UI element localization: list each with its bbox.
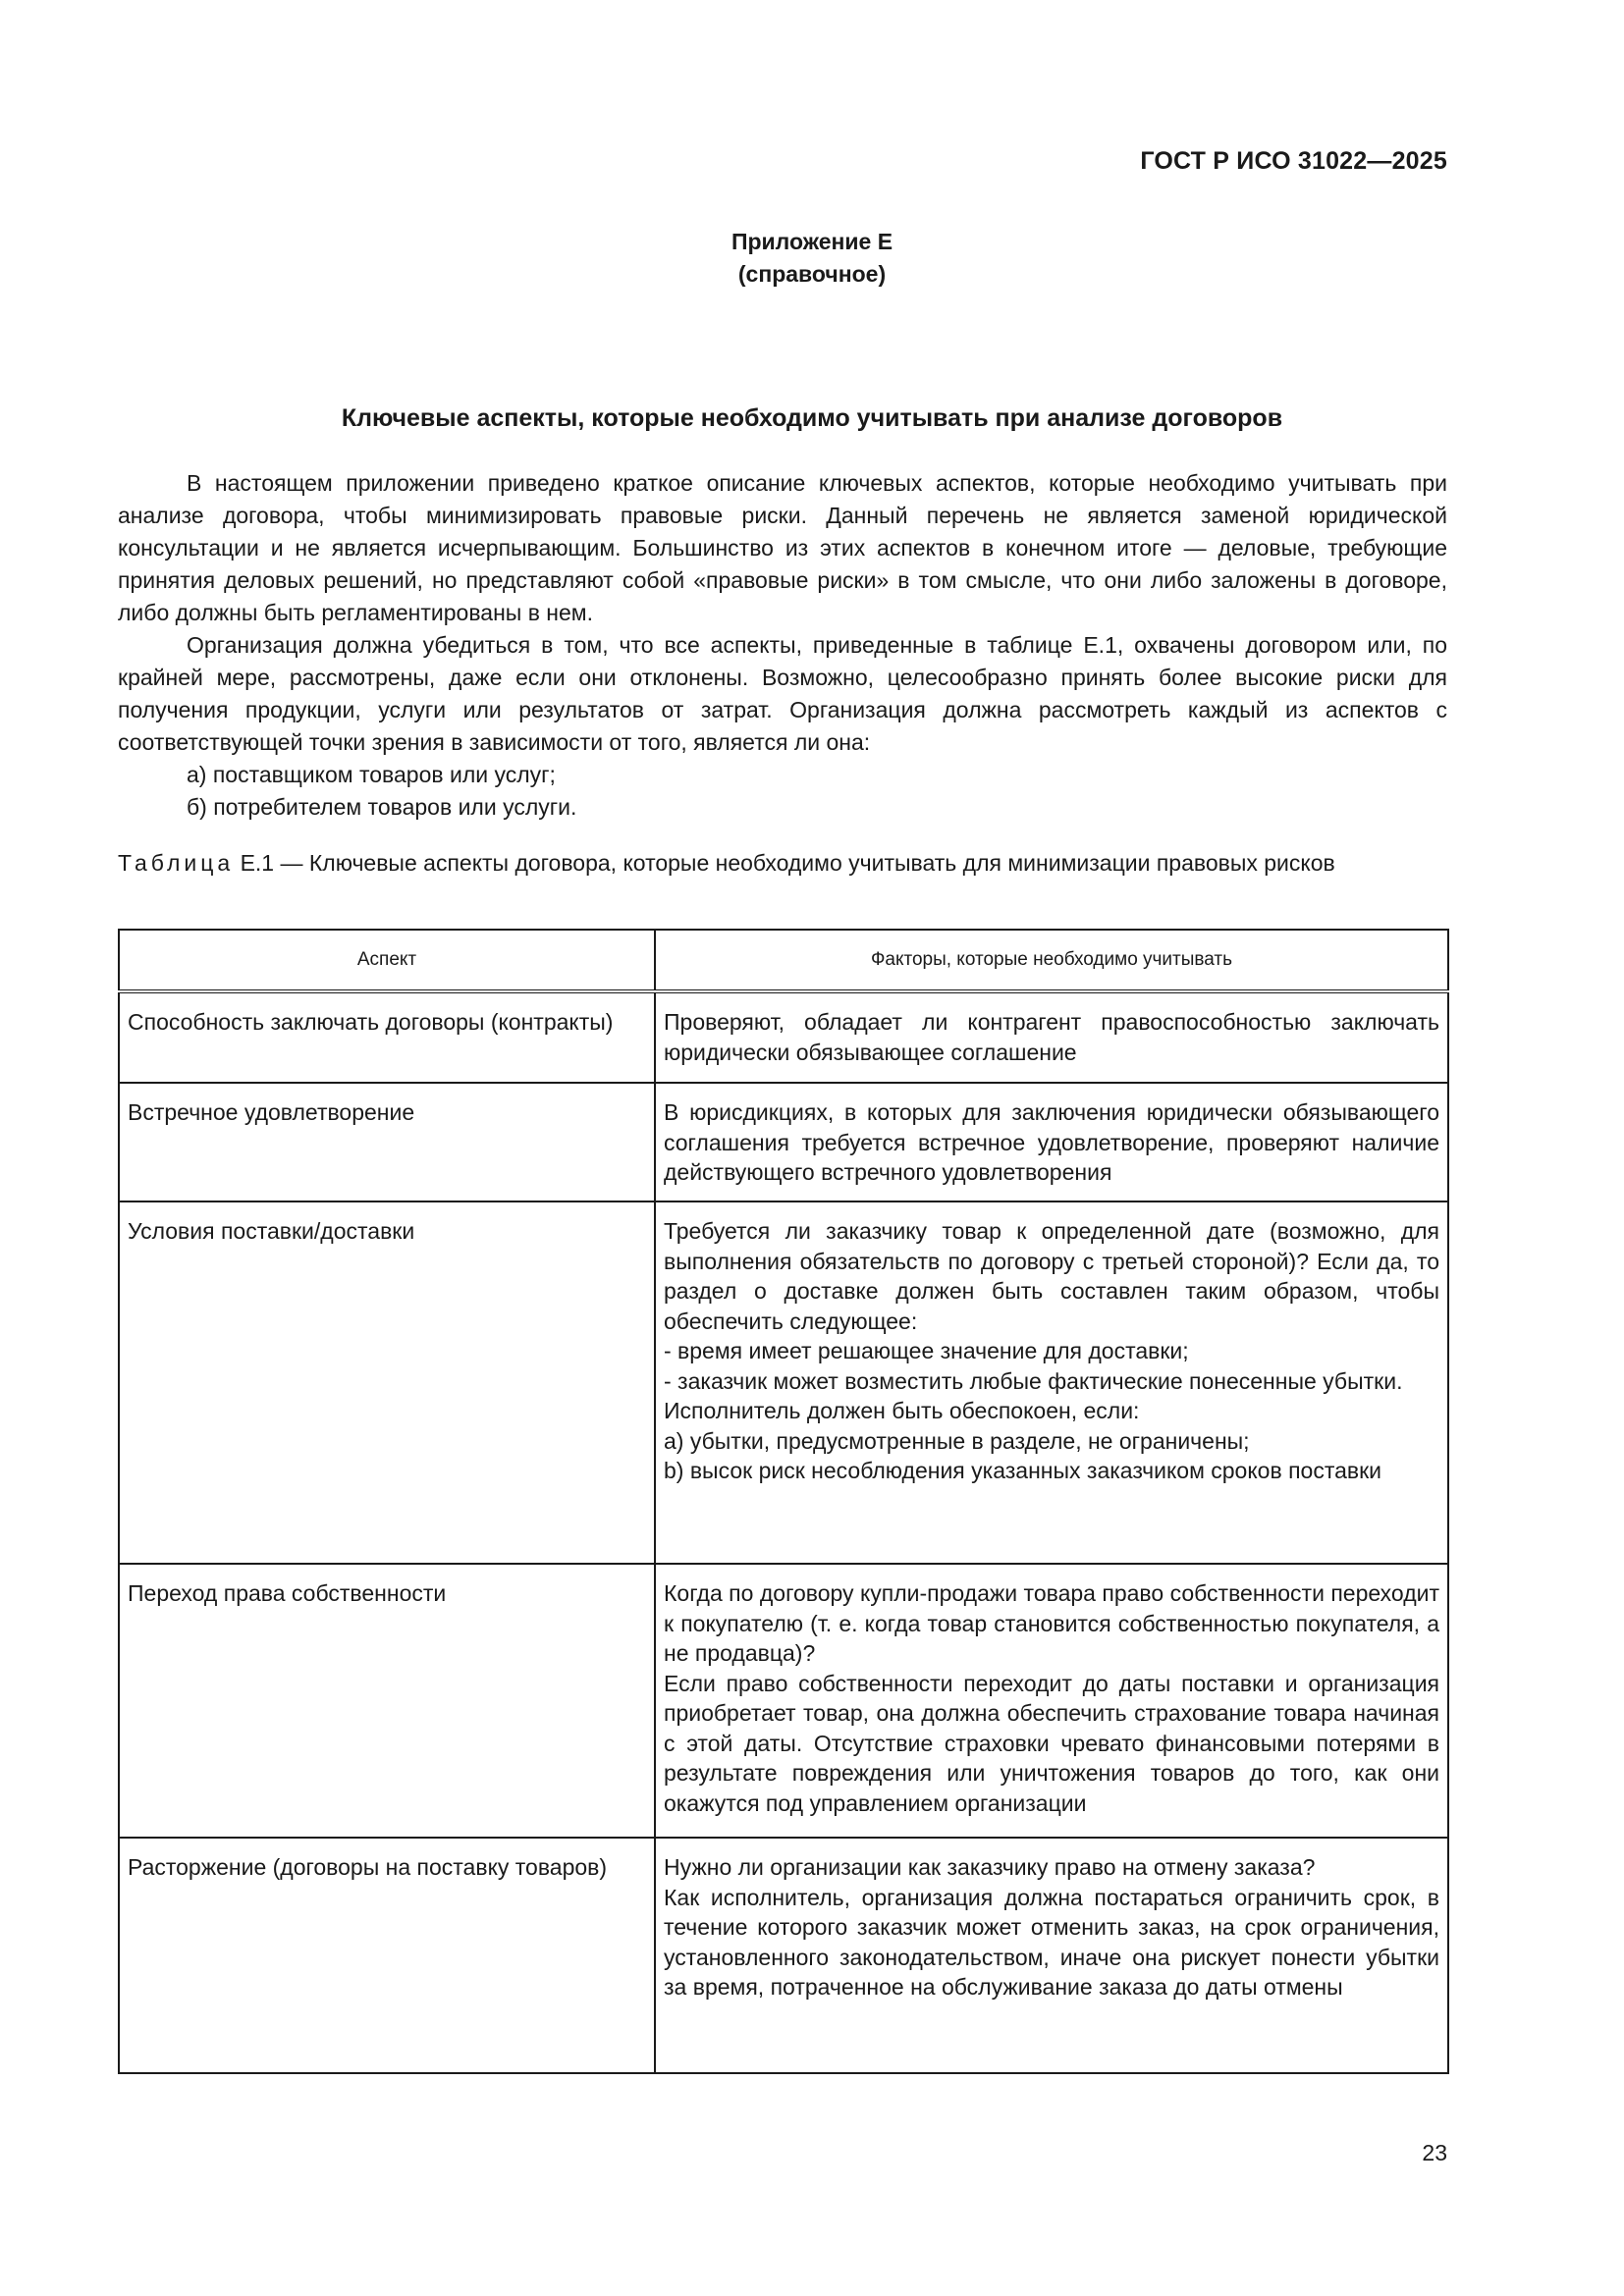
- factor-line: Если право собственности переходит до даты поставки и организация приобретает товар, она должна обеспечить страхование товара начиная с этой даты. Отсутствие страховки чревато финансовыми потерями в результате повреждения или уничтожения товаров до того, как они окажутся под управлением организации: [664, 1670, 1439, 1816]
- table-caption-text: Е.1 — Ключевые аспекты договора, которые необходимо учитывать для минимизации правовых рисков: [240, 850, 1335, 876]
- paragraph: В настоящем приложении приведено краткое описание ключевых аспектов, которые необходимо учитывать при анализе договора, чтобы минимизировать правовые риски. Данный перечень не является заменой юридической консультации и не является исчерпывающим. Большинство из этих аспектов в конечном итоге — деловые, требующие принятия деловых решений, но представляют собой «правовые риски» в том смысле, что они либо заложены в договоре, либо должны быть регламентированы в нем.: [118, 470, 1447, 625]
- table-row: [119, 1838, 1448, 2073]
- factor-line: Когда по договору купли-продажи товара право собственности переходит к покупателю (т. е. когда товар становится собственностью покупателя, а не продавца)?: [664, 1580, 1439, 1666]
- annex-type: (справочное): [737, 261, 887, 287]
- list-item: а) поставщиком товаров или услуг;: [187, 762, 556, 787]
- table-header-row: [119, 930, 1448, 991]
- factor-line: В юрисдикциях, в которых для заключения юридически обязывающего соглашения требуется встречное удовлетворение, проверяют наличие действующего встречного удовлетворения: [664, 1099, 1439, 1185]
- table-caption: [118, 848, 1447, 878]
- section-heading: Ключевые аспекты, которые необходимо учитывать при анализе договоров: [341, 404, 1283, 432]
- factor-line: Как исполнитель, организация должна постараться ограничить срок, в течение которого заказчик может отменить заказ, на срок ограничения, установленного законодательством, иначе она рискует понести убытки за время, потраченное на обслуживание заказа до даты отмены: [664, 1884, 1439, 2000]
- page-number: 23: [1422, 2140, 1447, 2165]
- key-aspects-table: [118, 929, 1449, 2074]
- list-item: б) потребителем товаров или услуги.: [187, 794, 577, 820]
- header-aspect: Аспект: [119, 930, 655, 991]
- factor-line: a) убытки, предусмотренные в разделе, не ограничены;: [664, 1427, 1250, 1454]
- aspect-cell: Встречное удовлетворение: [119, 1083, 655, 1201]
- factor-line: Исполнитель должен быть обеспокоен, если:: [664, 1398, 1140, 1423]
- standard-designation: ГОСТ Р ИСО 31022—2025: [1140, 147, 1447, 175]
- header-factors: Факторы, которые необходимо учитывать: [655, 930, 1448, 991]
- factor-line: Проверяют, обладает ли контрагент правоспособностью заключать юридически обязывающее соглашение: [664, 1009, 1439, 1065]
- table-row: [119, 1201, 1448, 1564]
- factor-line: Требуется ли заказчику товар к определенной дате (возможно, для выполнения обязательств по договору с третьей стороной)? Если да, то раздел о доставке должен быть составлен таким образом, чтобы обеспечить следующее:: [664, 1218, 1439, 1334]
- body-text: [118, 467, 1447, 824]
- table-caption-label: Таблица: [118, 850, 235, 876]
- aspect-cell: Расторжение (договоры на поставку товаров): [119, 1838, 655, 2073]
- annex-title: Приложение Е: [731, 229, 893, 254]
- paragraph: Организация должна убедиться в том, что все аспекты, приведенные в таблице Е.1, охвачены договором или, по крайней мере, рассмотрены, даже если они отклонены. Возможно, целесообразно принять более высокие риски для получения продукции, услуги или результатов от затрат. Организация должна рассмотреть каждый из аспектов с соответствующей точки зрения в зависимости от того, является ли она:: [118, 632, 1447, 755]
- factor-line: - время имеет решающее значение для доставки;: [664, 1338, 1189, 1363]
- factor-line: b) высок риск несоблюдения указанных заказчиком сроков поставки: [664, 1458, 1382, 1483]
- factors-cell: [655, 1201, 1448, 1564]
- factors-cell: [655, 1838, 1448, 2073]
- table-row: [119, 1083, 1448, 1201]
- aspect-cell: Переход права собственности: [119, 1564, 655, 1838]
- factors-cell: [655, 1564, 1448, 1838]
- aspect-cell: Условия поставки/доставки: [119, 1201, 655, 1564]
- factor-line: Нужно ли организации как заказчику право на отмену заказа?: [664, 1854, 1316, 1880]
- factors-cell: [655, 1083, 1448, 1201]
- factor-line: - заказчик может возместить любые фактические понесенные убытки.: [664, 1367, 1403, 1394]
- aspect-cell: Способность заключать договоры (контракты): [119, 991, 655, 1083]
- table-row: [119, 1564, 1448, 1838]
- factors-cell: [655, 991, 1448, 1083]
- table-row: [119, 991, 1448, 1083]
